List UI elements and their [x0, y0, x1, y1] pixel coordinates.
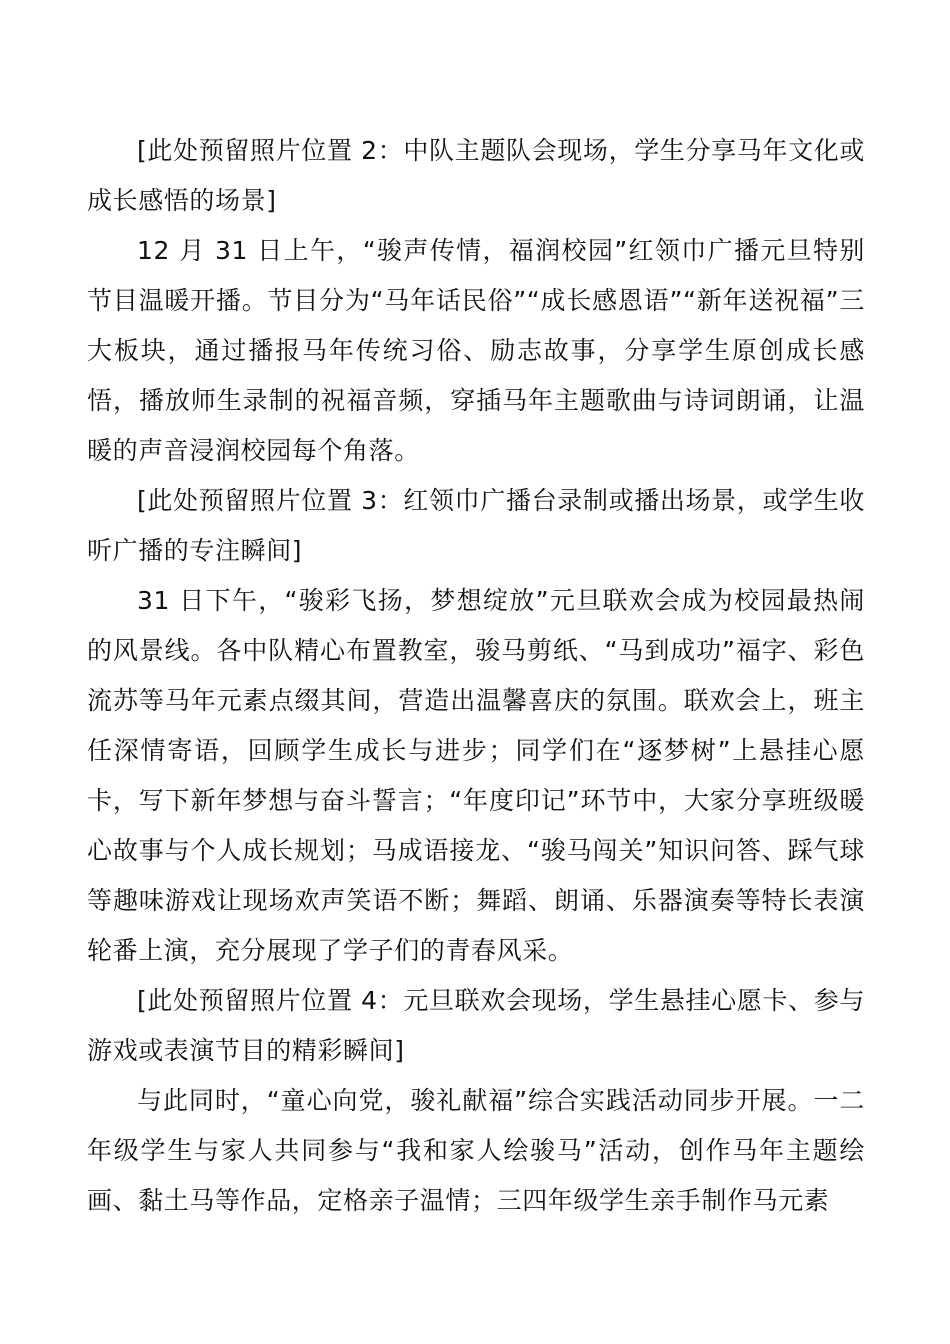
- photo-placeholder-4: [此处预留照片位置 4：元旦联欢会现场，学生悬挂心愿卡、参与游戏或表演节目的精彩瞬间]: [87, 986, 865, 1065]
- paragraph-party: 31 日下午，“骏彩飞扬，梦想绽放”元旦联欢会成为校园最热闹的风景线。各中队精心布置教室，骏马剪纸、“马到成功”福字、彩色流苏等马年元素点缀其间，营造出温馨喜庆的氛围。联欢会上，班主任深情寄语，回顾学生成长与进步；同学们在“逐梦树”上悬挂心愿卡，写下新年梦想与奋斗誓言；“年度印记”环节中，大家分享班级暖心故事与个人成长规划；马成语接龙、“骏马闯关”知识问答、踩气球等趣味游戏让现场欢声笑语不断；舞蹈、朗诵、乐器演奏等特长表演轮番上演，充分展现了学子们的青春风采。: [87, 586, 865, 965]
- photo-placeholder-2: [此处预留照片位置 2：中队主题队会现场，学生分享马年文化或成长感悟的场景]: [87, 136, 865, 215]
- paragraph-broadcast: 12 月 31 日上午，“骏声传情，福润校园”红领巾广播元旦特别节目温暖开播。节目分为“马年话民俗”“成长感恩语”“新年送祝福”三大板块，通过播报马年传统习俗、励志故事，分享学生原创成长感悟，播放师生录制的祝福音频，穿插马年主题歌曲与诗词朗诵，让温暖的声音浸润校园每个角落。: [87, 236, 865, 465]
- photo-placeholder-3: [此处预留照片位置 3：红领巾广播台录制或播出场景，或学生收听广播的专注瞬间]: [87, 486, 865, 565]
- document-body: [87, 126, 865, 1226]
- paragraph-practice: 与此同时，“童心向党，骏礼献福”综合实践活动同步开展。一二年级学生与家人共同参与“我和家人绘骏马”活动，创作马年主题绘画、黏土马等作品，定格亲子温情；三四年级学生亲手制作马元素: [87, 1086, 865, 1215]
